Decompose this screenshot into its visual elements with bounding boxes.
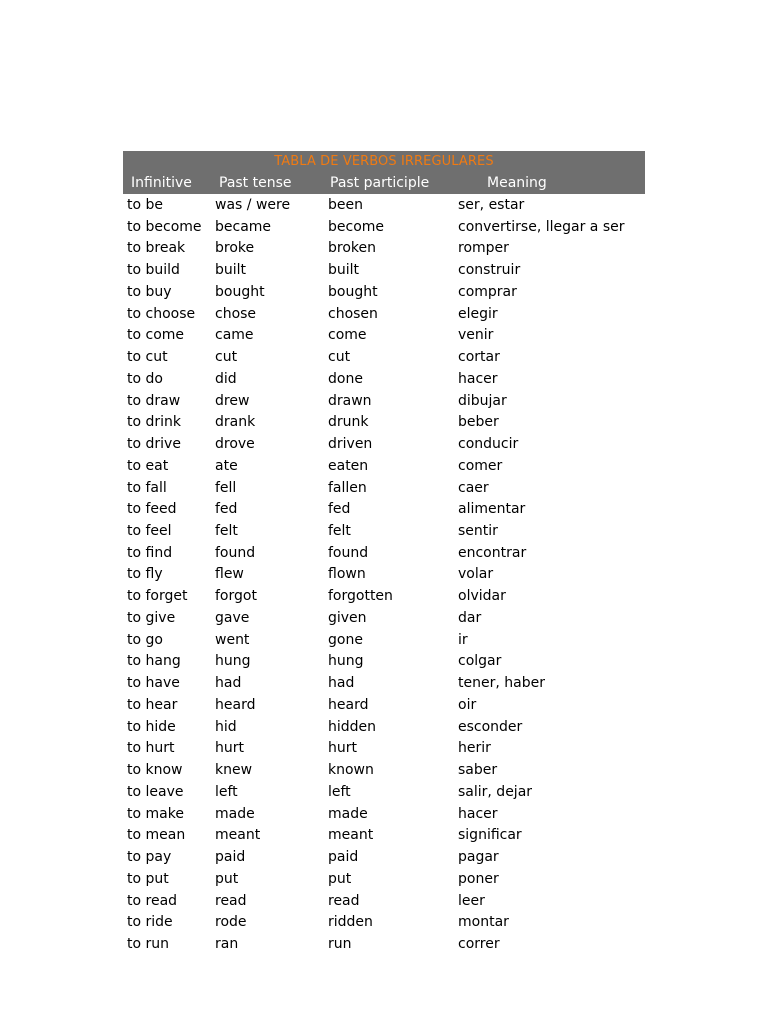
past-participle-cell: bought — [328, 283, 378, 300]
past-tense-cell: hung — [215, 653, 251, 670]
column-header-meaning: Meaning — [487, 175, 547, 191]
infinitive-cell: to choose — [127, 305, 196, 322]
infinitive-cell: to do — [127, 370, 163, 387]
past-participle-cell: been — [328, 197, 363, 213]
infinitive-cell: to leave — [127, 783, 184, 800]
table-row — [123, 433, 645, 455]
table-row — [123, 259, 645, 281]
meaning-cell: romper — [458, 240, 509, 257]
meaning-cell: dar — [458, 609, 482, 626]
past-tense-cell: did — [215, 370, 237, 387]
past-tense-cell: was / were — [215, 197, 291, 213]
past-tense-cell: drank — [215, 414, 256, 431]
past-tense-cell: broke — [215, 240, 255, 257]
infinitive-cell: to feed — [127, 501, 177, 518]
meaning-cell: herir — [458, 740, 491, 757]
infinitive-cell: to hang — [127, 653, 181, 670]
past-tense-cell: came — [215, 327, 254, 344]
past-tense-cell: became — [215, 218, 272, 235]
infinitive-cell: to break — [127, 240, 186, 257]
past-participle-cell: felt — [328, 523, 351, 540]
infinitive-cell: to fly — [127, 566, 163, 583]
past-participle-cell: fed — [328, 501, 351, 518]
past-tense-cell: gave — [215, 609, 250, 626]
past-tense-cell: ate — [215, 457, 238, 474]
table-row — [123, 237, 645, 259]
infinitive-cell: to make — [127, 805, 184, 822]
past-participle-cell: made — [328, 805, 368, 822]
meaning-cell: significar — [458, 827, 522, 844]
table-row — [123, 629, 645, 651]
meaning-cell: olvidar — [458, 588, 506, 605]
meaning-cell: elegir — [458, 305, 498, 322]
table-row — [123, 563, 645, 585]
infinitive-cell: to build — [127, 262, 180, 279]
past-tense-cell: flew — [215, 566, 244, 583]
meaning-cell: colgar — [458, 653, 502, 670]
past-tense-cell: found — [215, 544, 256, 561]
past-tense-cell: felt — [215, 523, 238, 540]
table-row — [123, 477, 645, 499]
meaning-cell: comprar — [458, 283, 517, 300]
past-participle-cell: had — [328, 675, 355, 692]
table-row — [123, 520, 645, 542]
infinitive-cell: to hurt — [127, 740, 175, 757]
table-row — [123, 281, 645, 303]
past-tense-cell: hid — [215, 718, 237, 735]
meaning-cell: caer — [458, 479, 489, 496]
table-header — [123, 151, 645, 194]
past-participle-cell: flown — [328, 566, 366, 583]
infinitive-cell: to be — [127, 197, 164, 213]
past-tense-cell: bought — [215, 283, 265, 300]
meaning-cell: cortar — [458, 349, 500, 366]
infinitive-cell: to find — [127, 544, 173, 561]
past-participle-cell: ridden — [328, 914, 373, 931]
past-tense-cell: went — [215, 631, 250, 648]
infinitive-cell: to drive — [127, 436, 181, 453]
past-tense-cell: heard — [215, 696, 256, 713]
past-participle-cell: fallen — [328, 479, 367, 496]
table-row — [123, 455, 645, 477]
table-row — [123, 607, 645, 629]
table-row — [123, 846, 645, 868]
table-row — [123, 216, 645, 238]
meaning-cell: comer — [458, 457, 503, 474]
meaning-cell: venir — [458, 327, 494, 344]
meaning-cell: oir — [458, 696, 477, 713]
past-participle-cell: meant — [328, 827, 374, 844]
table-row — [123, 411, 645, 433]
infinitive-cell: to forget — [127, 588, 188, 605]
table-row — [123, 672, 645, 694]
meaning-cell: convertirse, llegar a ser — [458, 218, 625, 235]
past-participle-cell: cut — [328, 349, 351, 366]
meaning-cell: esconder — [458, 718, 523, 735]
past-participle-cell: done — [328, 370, 363, 387]
past-participle-cell: drunk — [328, 414, 369, 431]
meaning-cell: volar — [458, 566, 494, 583]
infinitive-cell: to hide — [127, 718, 176, 735]
past-tense-cell: drove — [215, 436, 255, 453]
column-header-past-tense: Past tense — [219, 175, 292, 191]
meaning-cell: construir — [458, 262, 521, 279]
past-tense-cell: forgot — [215, 588, 257, 605]
meaning-cell: pagar — [458, 849, 499, 866]
meaning-cell: poner — [458, 870, 499, 887]
past-tense-cell: left — [215, 783, 238, 800]
past-tense-cell: meant — [215, 827, 261, 844]
infinitive-cell: to cut — [127, 349, 168, 366]
column-header-past-participle: Past participle — [330, 175, 430, 191]
past-tense-cell: knew — [215, 762, 253, 779]
infinitive-cell: to buy — [127, 283, 172, 300]
meaning-cell: sentir — [458, 523, 498, 540]
past-participle-cell: built — [328, 262, 360, 279]
infinitive-cell: to go — [127, 631, 163, 648]
past-tense-cell: built — [215, 262, 247, 279]
meaning-cell: salir, dejar — [458, 783, 533, 800]
meaning-cell: hacer — [458, 805, 498, 822]
past-participle-cell: eaten — [328, 457, 369, 474]
infinitive-cell: to feel — [127, 523, 172, 540]
table-row — [123, 933, 645, 955]
meaning-cell: conducir — [458, 436, 519, 453]
past-participle-cell: heard — [328, 696, 369, 713]
table-row — [123, 890, 645, 912]
past-participle-cell: forgotten — [328, 588, 393, 605]
infinitive-cell: to know — [127, 762, 183, 779]
infinitive-cell: to pay — [127, 849, 172, 866]
table-title: TABLA DE VERBOS IRREGULARES — [274, 154, 494, 169]
table-row — [123, 803, 645, 825]
past-participle-cell: found — [328, 544, 369, 561]
meaning-cell: leer — [458, 892, 485, 909]
past-participle-cell: read — [328, 892, 360, 909]
infinitive-cell: to hear — [127, 696, 178, 713]
table-row — [123, 759, 645, 781]
past-participle-cell: paid — [328, 849, 359, 866]
past-participle-cell: hung — [328, 653, 364, 670]
past-participle-cell: drawn — [328, 392, 372, 409]
infinitive-cell: to drink — [127, 414, 182, 431]
table-row — [123, 868, 645, 890]
table-row — [123, 694, 645, 716]
table-row — [123, 346, 645, 368]
past-participle-cell: given — [328, 609, 367, 626]
infinitive-cell: to have — [127, 675, 180, 692]
past-tense-cell: paid — [215, 849, 246, 866]
meaning-cell: montar — [458, 914, 509, 931]
infinitive-cell: to put — [127, 870, 169, 887]
table-row — [123, 498, 645, 520]
table-row — [123, 368, 645, 390]
past-participle-cell: driven — [328, 436, 373, 453]
past-tense-cell: fed — [215, 501, 238, 518]
infinitive-cell: to ride — [127, 914, 173, 931]
table-row — [123, 542, 645, 564]
meaning-cell: saber — [458, 762, 498, 779]
past-tense-cell: chose — [215, 305, 257, 322]
past-tense-cell: hurt — [215, 740, 244, 757]
past-participle-cell: gone — [328, 631, 363, 648]
infinitive-cell: to fall — [127, 479, 167, 496]
past-participle-cell: run — [328, 935, 352, 952]
past-tense-cell: rode — [215, 914, 247, 931]
past-participle-cell: become — [328, 218, 385, 235]
past-participle-cell: left — [328, 783, 351, 800]
meaning-cell: ser, estar — [458, 197, 525, 213]
past-participle-cell: chosen — [328, 305, 378, 322]
infinitive-cell: to give — [127, 609, 176, 626]
meaning-cell: dibujar — [458, 392, 507, 409]
past-tense-cell: fell — [215, 479, 237, 496]
past-participle-cell: hurt — [328, 740, 357, 757]
table-row — [123, 194, 645, 216]
past-participle-cell: put — [328, 870, 352, 887]
table-row — [123, 650, 645, 672]
infinitive-cell: to eat — [127, 457, 169, 474]
past-tense-cell: cut — [215, 349, 238, 366]
meaning-cell: beber — [458, 414, 499, 431]
table-row — [123, 781, 645, 803]
table-row — [123, 824, 645, 846]
table-row — [123, 390, 645, 412]
column-header-infinitive: Infinitive — [131, 175, 192, 191]
meaning-cell: tener, haber — [458, 675, 545, 692]
table-row — [123, 716, 645, 738]
irregular-verbs-table — [123, 151, 645, 955]
table-row — [123, 737, 645, 759]
meaning-cell: alimentar — [458, 501, 526, 518]
past-participle-cell: come — [328, 327, 367, 344]
infinitive-cell: to mean — [127, 827, 186, 844]
table-row — [123, 911, 645, 933]
meaning-cell: correr — [458, 935, 500, 952]
infinitive-cell: to read — [127, 892, 178, 909]
past-tense-cell: drew — [215, 392, 250, 409]
infinitive-cell: to come — [127, 327, 185, 344]
past-tense-cell: had — [215, 675, 242, 692]
past-tense-cell: made — [215, 805, 255, 822]
table-row — [123, 585, 645, 607]
table-body — [123, 194, 645, 955]
meaning-cell: hacer — [458, 370, 498, 387]
past-participle-cell: known — [328, 762, 374, 779]
infinitive-cell: to run — [127, 935, 170, 952]
past-participle-cell: hidden — [328, 718, 377, 735]
past-tense-cell: put — [215, 870, 239, 887]
table-row — [123, 324, 645, 346]
infinitive-cell: to draw — [127, 392, 181, 409]
meaning-cell: encontrar — [458, 544, 527, 561]
meaning-cell: ir — [458, 631, 468, 648]
past-participle-cell: broken — [328, 240, 376, 257]
past-tense-cell: ran — [215, 935, 239, 952]
infinitive-cell: to become — [127, 218, 202, 235]
table-row — [123, 303, 645, 325]
past-tense-cell: read — [215, 892, 247, 909]
